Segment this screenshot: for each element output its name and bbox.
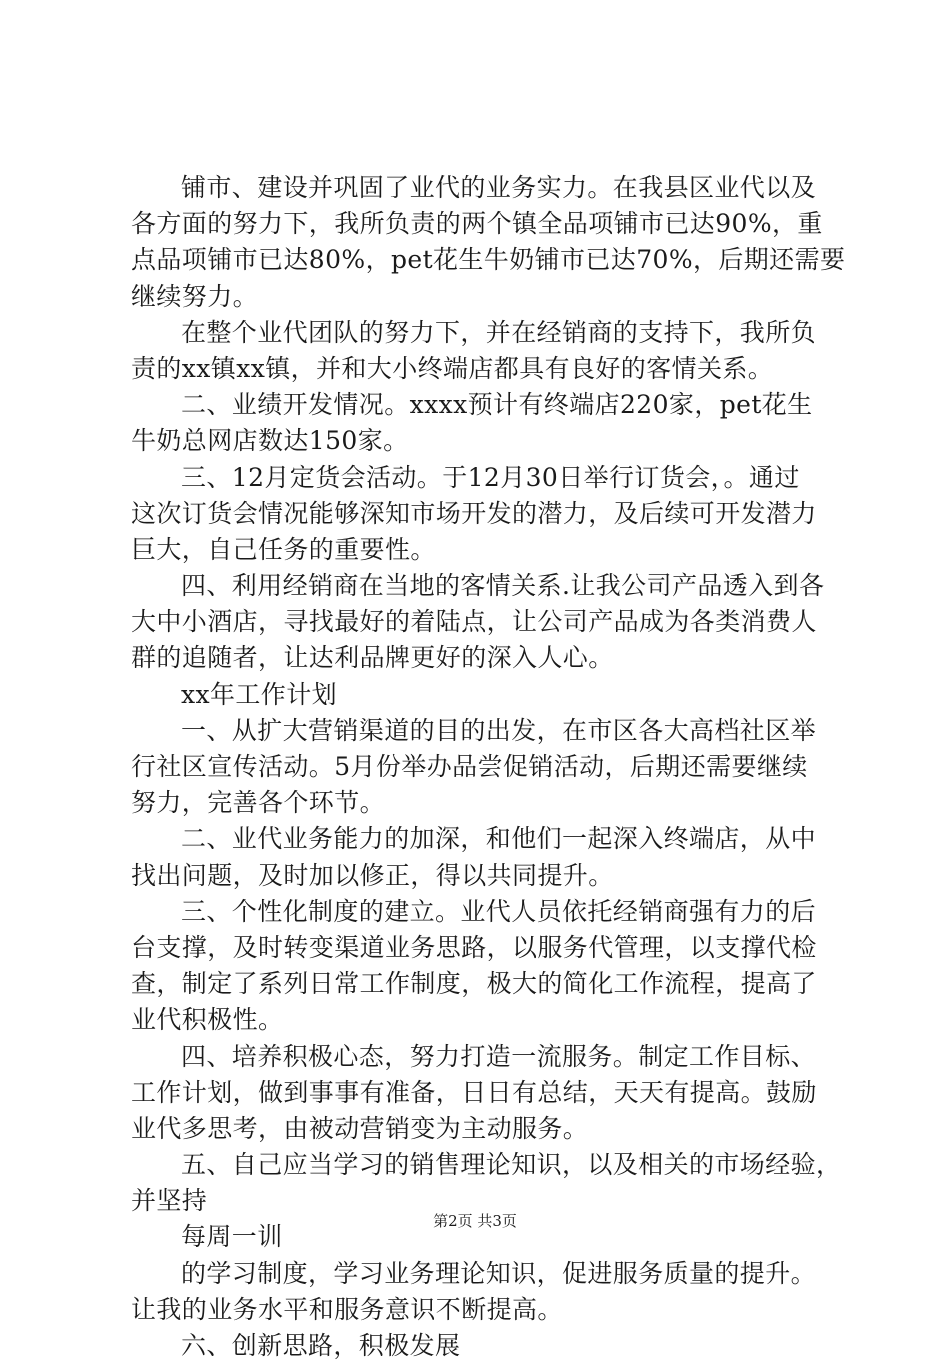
- text-line: 牛奶总网店数达150家。: [131, 426, 409, 456]
- document-body: [131, 170, 846, 1364]
- text-line: 三、个性化制度的建立。业代人员依托经销商强有力的后: [181, 896, 817, 926]
- text-line: 让我的业务水平和服务意识不断提高。: [131, 1294, 563, 1324]
- text-line: 台支撑，及时转变渠道业务思路，以服务代管理，以支撑代检: [131, 932, 817, 962]
- text-line: 各方面的努力下，我所负责的两个镇全品项铺市已达90%，重: [131, 209, 823, 239]
- text-line: 铺市、建设并巩固了业代的业务实力。在我县区业代以及: [181, 173, 817, 202]
- text-line: 行社区宣传活动。5月份举办品尝促销活动，后期还需要继续: [131, 752, 808, 781]
- text-line: 工作计划，做到事事有准备，日日有总结，天天有提高。鼓励: [131, 1077, 817, 1107]
- text-line: 三、12月定货会活动。于12月30日举行订货会，。通过: [181, 462, 800, 492]
- text-line: 四、利用经销商在当地的客情关系.让我公司产品透入到各: [181, 571, 825, 601]
- text-line: 继续努力。: [131, 281, 259, 311]
- text-line: 的学习制度，学习业务理论知识，促进服务质量的提升。: [181, 1258, 817, 1288]
- text-line: 二、业代业务能力的加深，和他们一起深入终端店，从中: [181, 824, 817, 854]
- text-line: 责的xx镇xx镇，并和大小终端店都具有良好的客情关系。: [131, 353, 774, 383]
- page-number-footer: 第2页 共3页: [433, 1212, 517, 1230]
- text-line: 这次订货会情况能够深知市场开发的潜力，及后续可开发潜力: [131, 498, 817, 528]
- text-line: 并坚持: [131, 1186, 208, 1216]
- text-line: 二、业绩开发情况。xxxx预计有终端店220家，pet花生: [181, 390, 813, 420]
- text-line: 找出问题，及时加以修正，得以共同提升。: [131, 860, 614, 890]
- text-line: 六、创新思路，积极发展: [181, 1331, 461, 1360]
- text-line: 巨大，自己任务的重要性。: [131, 534, 436, 564]
- text-line: 五、自己应当学习的销售理论知识，以及相关的市场经验，: [181, 1150, 842, 1180]
- text-line: 大中小酒店，寻找最好的着陆点，让公司产品成为各类消费人: [131, 607, 817, 637]
- text-line: 群的追随者，让达利品牌更好的深入人心。: [131, 643, 614, 673]
- text-line: 点品项铺市已达80%，pet花生牛奶铺市已达70%，后期还需要: [131, 245, 846, 275]
- text-line: 在整个业代团队的努力下，并在经销商的支持下，我所负: [181, 317, 817, 347]
- text-line: 一、从扩大营销渠道的目的出发，在市区各大高档社区举: [181, 715, 817, 745]
- text-line: 努力，完善各个环节。: [131, 788, 386, 818]
- text-line: 每周一训: [181, 1222, 283, 1252]
- text-line: 业代多思考，由被动营销变为主动服务。: [131, 1113, 589, 1143]
- text-line: 四、培养积极心态，努力打造一流服务。制定工作目标、: [181, 1041, 817, 1071]
- section-heading: xx年工作计划: [181, 679, 337, 709]
- text-line: 业代积极性。: [131, 1005, 284, 1035]
- text-line: 查，制定了系列日常工作制度，极大的简化工作流程，提高了: [131, 969, 817, 999]
